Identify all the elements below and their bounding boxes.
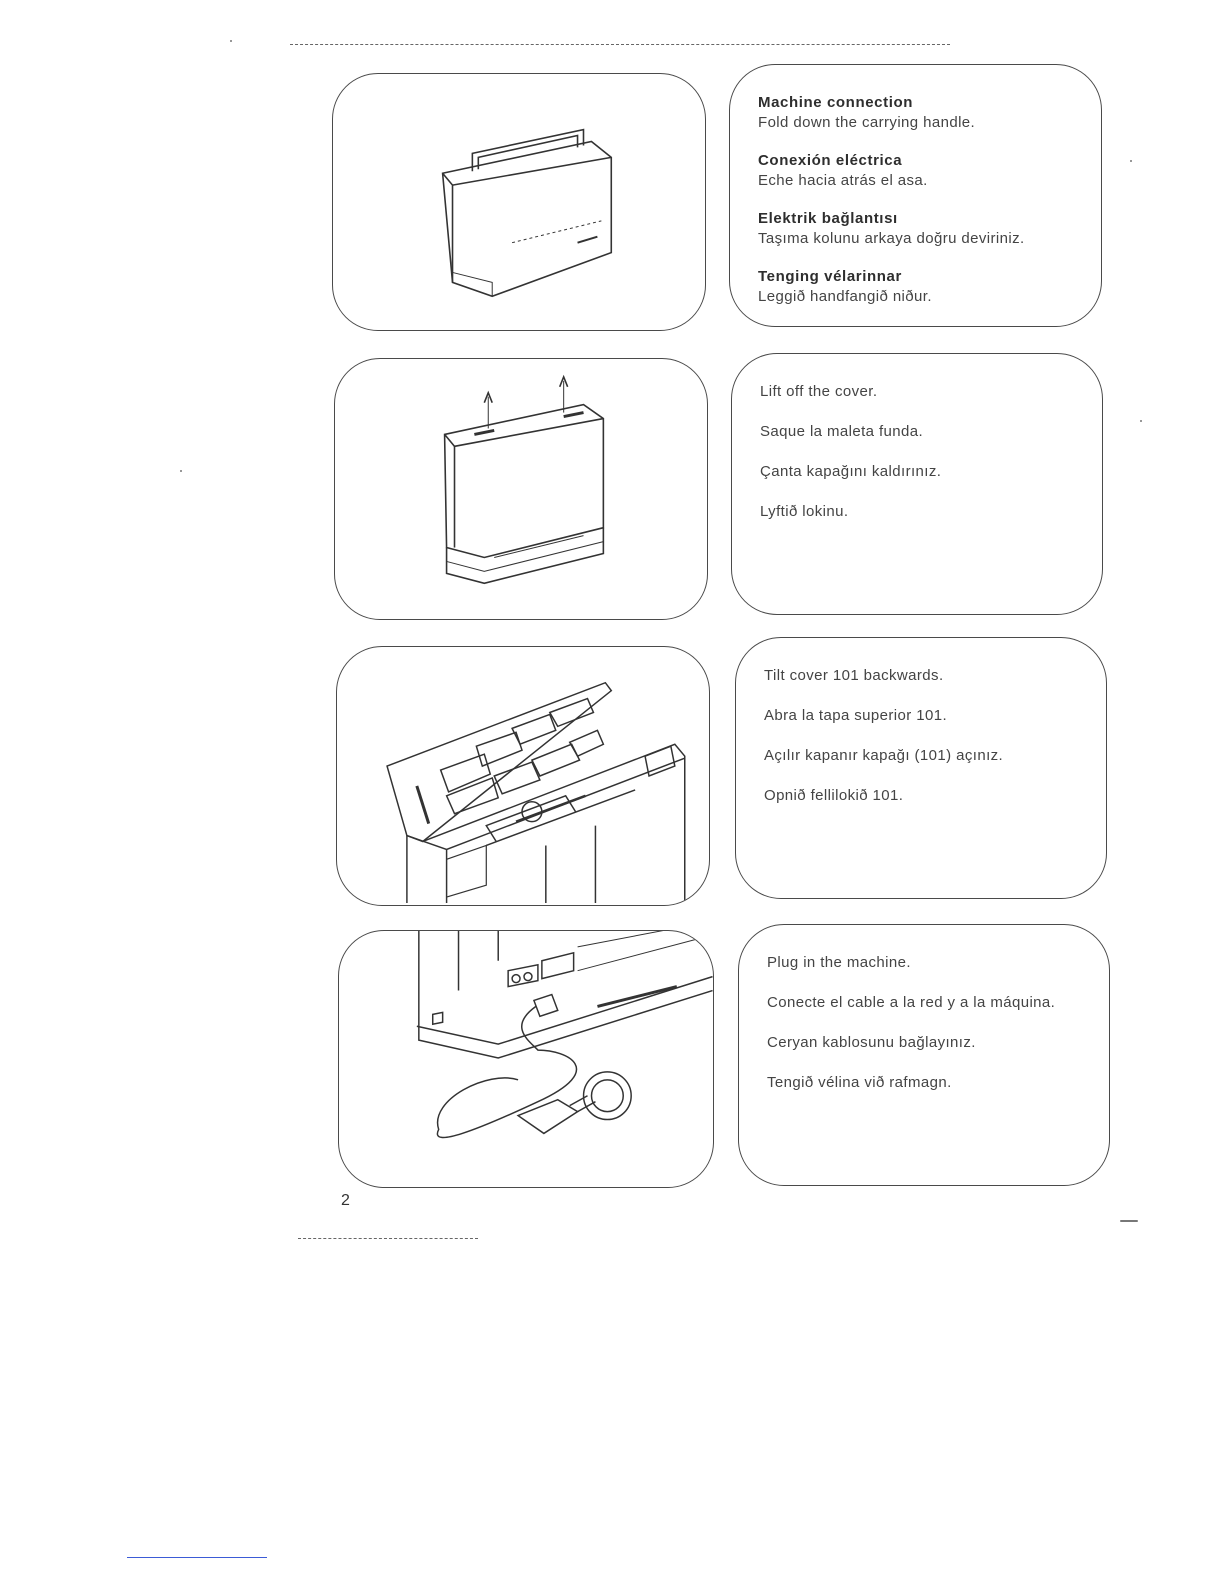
instruction-text-4: [767, 953, 1089, 1113]
page-number: 2: [341, 1192, 350, 1209]
instruction-block: [758, 93, 1081, 133]
scan-speck: [230, 40, 232, 42]
instruction-text-2: [760, 382, 1082, 542]
illustration-panel-3: [336, 646, 710, 906]
instruction-line: Tilt cover 101 backwards.: [764, 667, 944, 684]
instruction-text-3: [764, 666, 1086, 826]
scan-speck: [180, 470, 182, 472]
instruction-block: [758, 267, 1081, 307]
block-text: Taşıma kolunu arkaya doğru deviriniz.: [758, 230, 1025, 247]
instruction-panel-3: [735, 637, 1107, 899]
block-heading: Machine connection: [758, 94, 913, 111]
lift-cover-illustration: [335, 359, 707, 619]
scan-speck: [1120, 1220, 1138, 1222]
instruction-line: Açılır kapanır kapağı (101) açınız.: [764, 747, 1004, 764]
instruction-line: Abra la tapa superior 101.: [764, 707, 948, 724]
instruction-line: Plug in the machine.: [767, 954, 911, 971]
plug-in-illustration: [339, 931, 713, 1187]
scan-bottom-rule: [298, 1238, 478, 1239]
instruction-text-1: [758, 93, 1081, 325]
instruction-block: [758, 151, 1081, 191]
instruction-panel-2: [731, 353, 1103, 615]
sewing-machine-case-illustration: [333, 74, 705, 330]
instruction-block: [758, 209, 1081, 249]
instruction-line: Çanta kapağını kaldırınız.: [760, 463, 942, 480]
instruction-line: Tengið vélina við rafmagn.: [767, 1074, 952, 1091]
scan-speck: [1130, 160, 1132, 162]
illustration-panel-1: [332, 73, 706, 331]
instruction-line: Opnið fellilokið 101.: [764, 787, 904, 804]
block-text: Leggið handfangið niður.: [758, 288, 932, 305]
scan-top-rule: [290, 44, 950, 45]
illustration-panel-4: [338, 930, 714, 1188]
scan-speck: [1140, 420, 1142, 422]
instruction-panel-4: [738, 924, 1110, 1186]
instruction-line: Lift off the cover.: [760, 383, 878, 400]
instruction-line: Conecte el cable a la red y a la máquina.: [767, 994, 1056, 1011]
block-text: Fold down the carrying handle.: [758, 114, 976, 131]
instruction-panel-1: [729, 64, 1102, 327]
block-heading: Conexión eléctrica: [758, 152, 903, 169]
illustration-panel-2: [334, 358, 708, 620]
block-heading: Elektrik bağlantısı: [758, 210, 898, 227]
instruction-line: Saque la maleta funda.: [760, 423, 924, 440]
footer-rule: [127, 1557, 267, 1558]
block-text: Eche hacia atrás el asa.: [758, 172, 928, 189]
block-heading: Tenging vélarinnar: [758, 268, 902, 285]
instruction-line: Lyftið lokinu.: [760, 503, 849, 520]
instruction-line: Ceryan kablosunu bağlayınız.: [767, 1034, 976, 1051]
open-cover-illustration: [337, 647, 709, 905]
